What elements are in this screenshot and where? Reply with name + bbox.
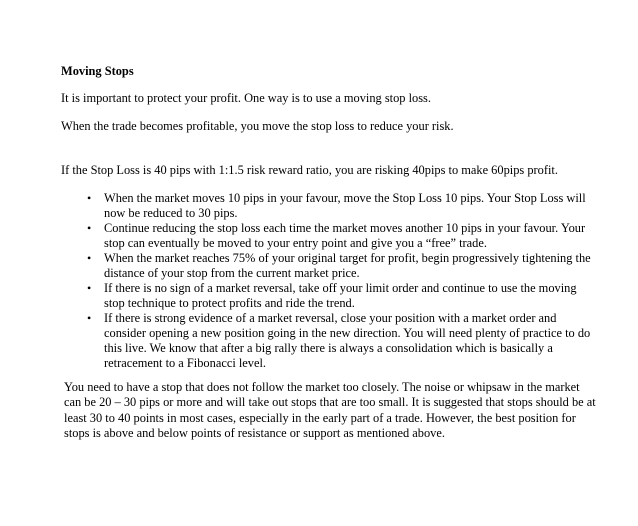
- list-item: [61, 281, 591, 311]
- paragraph-closing: You need to have a stop that does not follow the market too closely. The noise or whipsaw in the market can be 20 – 30 pips or more and will take out stops that are too small. It is suggested that stops should be at least 30 to 40 points in most cases, especially in the early part of a trade. However, the best position for stops is above and below points of resistance or support as mentioned above.: [64, 380, 596, 440]
- list-item-text: If there is strong evidence of a market reversal, close your position with a market order and consider opening a new position going in the new direction. You will need plenty of practice to do this live. We know that after a big rally there is always a consolidation which is basically a retracement to a Fibonacci level.: [104, 311, 591, 370]
- paragraph-profitable: When the trade becomes profitable, you move the stop loss to reduce your risk.: [61, 119, 454, 133]
- bullet-list: [61, 191, 591, 371]
- bullet-icon: •: [87, 251, 92, 265]
- list-item: [61, 311, 591, 371]
- page-title: Moving Stops: [61, 64, 134, 78]
- bullet-icon: •: [87, 281, 92, 295]
- list-item: [61, 251, 591, 281]
- bullet-icon: •: [87, 221, 92, 235]
- list-item: [61, 221, 591, 251]
- list-item-text: Continue reducing the stop loss each time the market moves another 10 pips in your favour. Your stop can eventually be moved to your entry point and give you a “free” trade.: [104, 221, 586, 250]
- paragraph-risk-ratio: If the Stop Loss is 40 pips with 1:1.5 risk reward ratio, you are risking 40pips to make 60pips profit.: [61, 163, 558, 177]
- list-item: [61, 191, 591, 221]
- paragraph-intro: It is important to protect your profit. One way is to use a moving stop loss.: [61, 91, 431, 105]
- list-item-text: When the market moves 10 pips in your favour, move the Stop Loss 10 pips. Your Stop Loss will now be reduced to 30 pips.: [104, 191, 586, 220]
- bullet-icon: •: [87, 311, 92, 325]
- list-item-text: If there is no sign of a market reversal, take off your limit order and continue to use the moving stop technique to protect profits and ride the trend.: [104, 281, 577, 310]
- list-item-text: When the market reaches 75% of your original target for profit, begin progressively tightening the distance of your stop from the current market price.: [104, 251, 591, 280]
- bullet-icon: •: [87, 191, 92, 205]
